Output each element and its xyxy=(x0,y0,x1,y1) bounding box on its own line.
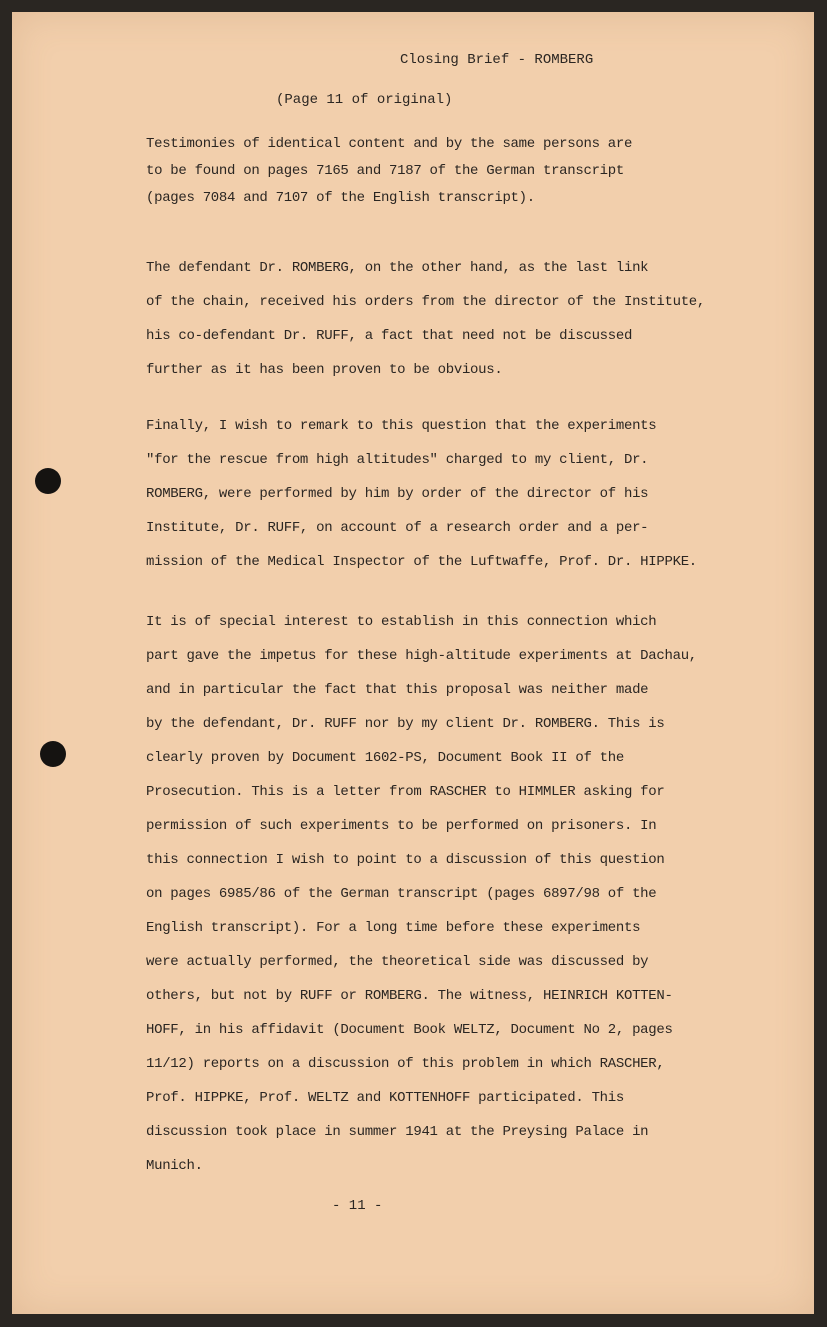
text-line: by the defendant, Dr. RUFF nor by my client Dr. ROMBERG. This is xyxy=(146,716,665,732)
text-line: further as it has been proven to be obvious. xyxy=(146,362,503,378)
text-line: Munich. xyxy=(146,1158,203,1174)
text-line: ROMBERG, were performed by him by order of the director of his xyxy=(146,486,649,502)
page-reference: (Page 11 of original) xyxy=(276,92,453,108)
text-line: (pages 7084 and 7107 of the English transcript). xyxy=(146,190,535,206)
text-line: permission of such experiments to be performed on prisoners. In xyxy=(146,818,657,834)
text-line: It is of special interest to establish in this connection which xyxy=(146,614,657,630)
text-line: were actually performed, the theoretical side was discussed by xyxy=(146,954,649,970)
text-line: discussion took place in summer 1941 at the Preysing Palace in xyxy=(146,1124,649,1140)
document-title: Closing Brief - ROMBERG xyxy=(400,52,594,68)
text-line: of the chain, received his orders from the director of the Institute, xyxy=(146,294,705,310)
text-line: Institute, Dr. RUFF, on account of a research order and a per- xyxy=(146,520,649,536)
text-line: Testimonies of identical content and by the same persons are xyxy=(146,136,633,152)
text-line: HOFF, in his affidavit (Document Book WELTZ, Document No 2, pages xyxy=(146,1022,673,1038)
text-line: and in particular the fact that this proposal was neither made xyxy=(146,682,649,698)
text-line: part gave the impetus for these high-altitude experiments at Dachau, xyxy=(146,648,697,664)
text-line: "for the rescue from high altitudes" charged to my client, Dr. xyxy=(146,452,649,468)
text-line: The defendant Dr. ROMBERG, on the other hand, as the last link xyxy=(146,260,649,276)
text-line: to be found on pages 7165 and 7187 of the German transcript xyxy=(146,163,624,179)
text-line: on pages 6985/86 of the German transcript (pages 6897/98 of the xyxy=(146,886,657,902)
punch-hole xyxy=(40,741,66,767)
punch-hole xyxy=(35,468,61,494)
text-line: mission of the Medical Inspector of the Luftwaffe, Prof. Dr. HIPPKE. xyxy=(146,554,697,570)
text-line: English transcript). For a long time before these experiments xyxy=(146,920,641,936)
page-number: - 11 - xyxy=(332,1198,383,1214)
text-line: this connection I wish to point to a discussion of this question xyxy=(146,852,665,868)
text-line: others, but not by RUFF or ROMBERG. The witness, HEINRICH KOTTEN- xyxy=(146,988,673,1004)
document-page xyxy=(12,12,814,1314)
text-line: Prosecution. This is a letter from RASCHER to HIMMLER asking for xyxy=(146,784,665,800)
text-line: Prof. HIPPKE, Prof. WELTZ and KOTTENHOFF participated. This xyxy=(146,1090,624,1106)
text-line: his co-defendant Dr. RUFF, a fact that need not be discussed xyxy=(146,328,633,344)
text-line: 11/12) reports on a discussion of this problem in which RASCHER, xyxy=(146,1056,665,1072)
text-line: clearly proven by Document 1602-PS, Document Book II of the xyxy=(146,750,624,766)
text-line: Finally, I wish to remark to this question that the experiments xyxy=(146,418,657,434)
